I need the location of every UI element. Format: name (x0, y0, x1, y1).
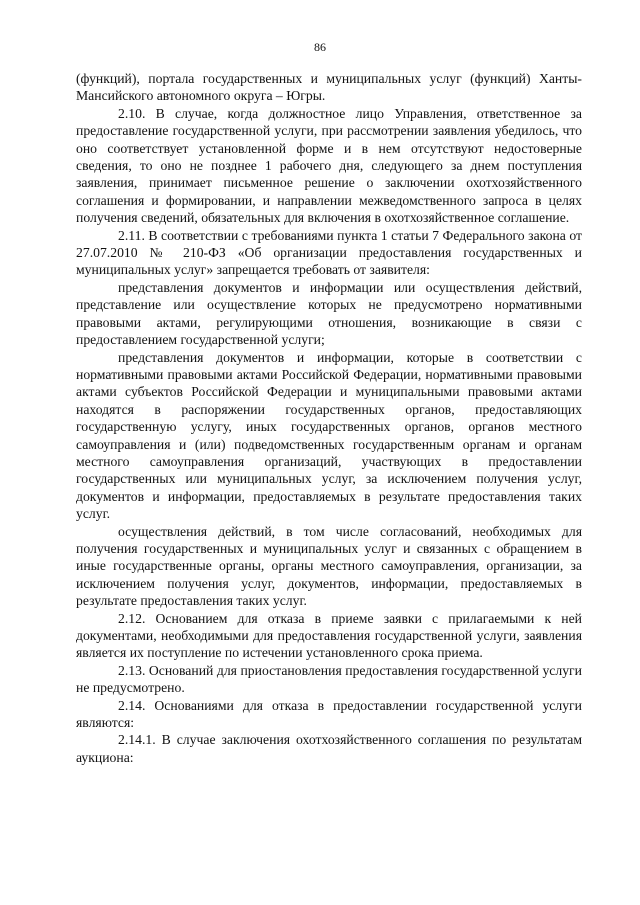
paragraph: осуществления действий, в том числе согласований, необходимых для получения государственных и муниципальных услуг и связанных с обращением в иные государственные органы, органы местного самоуправления, организации, за исключением получения услуг, документов, информации, предоставляемых в результате предоставления таких услуг. (76, 523, 582, 609)
paragraph-2-11: 2.11. В соответствии с требованиями пункта 1 статьи 7 Федерального закона от 27.07.2010 № 210-ФЗ «Об организации предоставления государственных и муниципальных услуг» запрещается требовать от заявителя: (76, 227, 582, 278)
paragraph: представления документов и информации или осуществления действий, представление или осуществление которых не предусмотрено нормативными правовыми актами, регулирующими отношения, возникающие в связи с предоставлением государственной услуги; (76, 279, 582, 348)
paragraph: (функций), портала государственных и муниципальных услуг (функций) Ханты-Мансийского автономного округа – Югры. (76, 71, 582, 104)
paragraph: представления документов и информации, которые в соответствии с нормативными правовыми актами Российской Федерации, нормативными правовыми актами субъектов Российской Федерации и муниципальными правовыми актами находятся в распоряжении государственных органов, предоставляющих государственную услугу, иных государственных органов, органов местного самоуправления и (или) подведомственных государственным органам и органам местного самоуправления организаций, участвующих в предоставлении государственных или муниципальных услуг, за исключением получения услуг, документов и информации, предоставляемых в результате предоставления таких услуг. (76, 349, 582, 522)
paragraph-2-12: 2.12. Основанием для отказа в приеме заявки с прилагаемыми к ней документами, необходимыми для предоставления государственной услуги, заявления является их поступление по истечении установленного срока приема. (76, 610, 582, 661)
paragraph-2-14-1: 2.14.1. В случае заключения охотхозяйственного соглашения по результатам аукциона: (76, 732, 582, 765)
paragraph-2-13: 2.13. Оснований для приостановления предоставления государственной услуги не предусмотрено. (76, 662, 582, 696)
document-body (76, 70, 582, 766)
paragraph-2-14: 2.14. Основаниями для отказа в предоставлении государственной услуги являются: (76, 697, 582, 731)
paragraph-2-10: 2.10. В случае, когда должностное лицо Управления, ответственное за предоставление государственной услуги, при рассмотрении заявления убедилось, что оно соответствует установленной форме и в нем отсутствуют недостоверные сведения, то оно не позднее 1 рабочего дня, следующего за днем поступления заявления, принимает письменное решение о заключении охотхозяйственного соглашения и формировании, и направлении межведомственного запроса в целях получения сведений, обязательных для включения в охотхозяйственное соглашение. (76, 105, 582, 226)
page-number: 86 (314, 40, 326, 54)
